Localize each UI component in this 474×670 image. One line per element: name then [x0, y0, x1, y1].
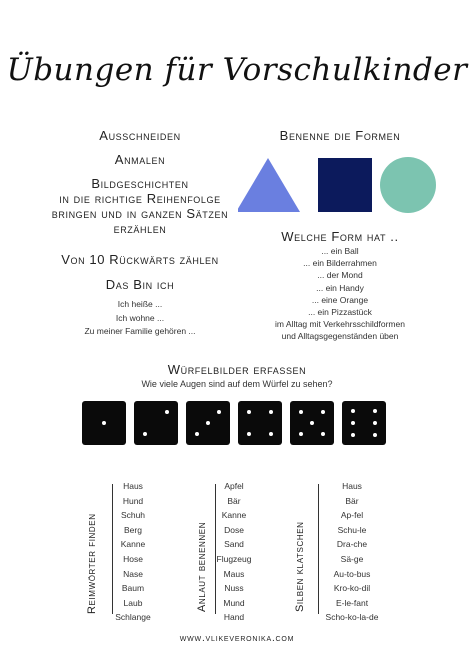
die-pip — [102, 421, 106, 425]
wuerfel-heading: Würfelbilder erfassen — [167, 362, 307, 377]
die-pip — [269, 432, 273, 436]
die-pip — [351, 421, 355, 425]
wuerfel-subheading: Wie viele Augen sind auf dem Würfel zu sehen? — [141, 379, 333, 389]
die-pip — [195, 432, 199, 436]
die-pip — [143, 432, 147, 436]
square-shape — [318, 158, 372, 212]
die-pip — [299, 432, 303, 436]
welche-form-line: und Alltagsgegenständen üben — [281, 331, 399, 342]
die-pip — [321, 410, 325, 414]
die-pip — [165, 410, 169, 414]
die-pip — [373, 409, 377, 413]
bin-ich-lines — [50, 298, 230, 339]
bildgeschichten-line-2: in die richtige Reihenfolge — [59, 191, 221, 206]
word: Dra-che — [336, 539, 368, 550]
welche-form-line: ... der Mond — [317, 270, 363, 281]
word: Maus — [223, 568, 245, 579]
die-pip — [321, 432, 325, 436]
bin-ich-line: Zu meiner Familie gehören ... — [84, 326, 196, 336]
word: Haus — [342, 481, 362, 491]
die-face-4 — [238, 401, 282, 445]
die-face-2 — [134, 401, 178, 445]
word: Flugzeug — [216, 553, 252, 564]
bildgeschichten-line-3: bringen und in ganzen Sätzen — [51, 206, 229, 221]
bin-ich-line: Ich heiße ... — [117, 299, 163, 309]
die-face-5 — [290, 401, 334, 445]
die-pip — [299, 410, 303, 414]
die-pip — [247, 432, 251, 436]
welche-form-line: im Alltag mit Verkehrsschildformen — [275, 319, 405, 330]
triangle-shape — [238, 158, 300, 212]
word: Schu-le — [337, 524, 367, 535]
die-face-3 — [186, 401, 230, 445]
word: Hose — [123, 553, 143, 564]
silben-list — [318, 479, 386, 625]
word: Laub — [123, 597, 143, 608]
die-pip — [206, 421, 210, 425]
welche-form-line: ... eine Orange — [311, 294, 369, 305]
page-title: Übungen für Vorschulkinder — [6, 52, 468, 88]
word: Bär — [345, 495, 359, 506]
die-face-1 — [82, 401, 126, 445]
bildgeschichten-line-1: Bildgeschichten — [91, 176, 189, 191]
word: Kanne — [120, 539, 146, 550]
item-ausschneiden: Ausschneiden — [99, 128, 181, 143]
die-pip — [351, 433, 355, 437]
dice-row — [82, 401, 392, 445]
word: Baum — [121, 583, 145, 594]
bin-ich-heading: Das Bin ich — [105, 277, 175, 292]
reimwoerter-label: Reimwörter finden — [86, 513, 98, 614]
word: Nase — [123, 568, 143, 579]
welche-form-line: ... ein Bilderrahmen — [303, 258, 377, 269]
die-pip — [373, 433, 377, 437]
word: Mund — [223, 597, 245, 608]
die-pip — [373, 421, 377, 425]
word: Haus — [123, 481, 143, 491]
word: Schlange — [115, 612, 151, 623]
word: Kanne — [221, 510, 247, 521]
die-pip — [269, 410, 273, 414]
anlaut-label: Anlaut benennen — [196, 521, 208, 612]
shapes-illustration — [238, 156, 448, 216]
bin-ich-line: Ich wohne ... — [115, 312, 165, 323]
word: Nuss — [224, 583, 244, 594]
silben-label: Silben klatschen — [294, 521, 306, 612]
word: Berg — [124, 524, 142, 535]
welche-form-line: ... ein Ball — [321, 246, 359, 256]
welche-form-heading: Welche Form hat .. — [281, 229, 399, 244]
word: Kro-ko-dil — [333, 583, 371, 594]
word: Au-to-bus — [333, 568, 371, 579]
die-pip — [351, 409, 355, 413]
word: Hand — [223, 612, 245, 623]
footer-url: www.vlikeveronika.com — [179, 633, 295, 644]
die-pip — [217, 410, 221, 414]
word: Ap-fel — [340, 510, 364, 521]
word: Apfel — [224, 481, 244, 491]
word: Dose — [224, 524, 244, 535]
item-rueckwaerts-zaehlen: Von 10 Rückwärts zählen — [61, 252, 219, 267]
circle-shape — [380, 157, 436, 213]
word: Schuh — [120, 510, 146, 521]
anlaut-list — [206, 479, 262, 625]
formen-heading: Benenne die Formen — [279, 128, 401, 143]
welche-form-line: ... ein Pizzastück — [308, 307, 372, 318]
die-pip — [247, 410, 251, 414]
welche-form-line: ... ein Handy — [316, 282, 364, 293]
item-bildgeschichten — [30, 176, 250, 236]
word: Sä-ge — [340, 553, 364, 564]
word: Sand — [224, 539, 244, 550]
item-anmalen: Anmalen — [114, 152, 166, 167]
word: Scho-ko-la-de — [325, 612, 379, 623]
word: Bär — [227, 495, 241, 506]
word: Hund — [122, 495, 144, 506]
reimwoerter-list — [104, 479, 162, 625]
welche-form-lines — [240, 245, 440, 343]
die-pip — [310, 421, 314, 425]
die-face-6 — [342, 401, 386, 445]
bildgeschichten-line-4: erzählen — [113, 221, 167, 236]
word: E-le-fant — [335, 597, 369, 608]
